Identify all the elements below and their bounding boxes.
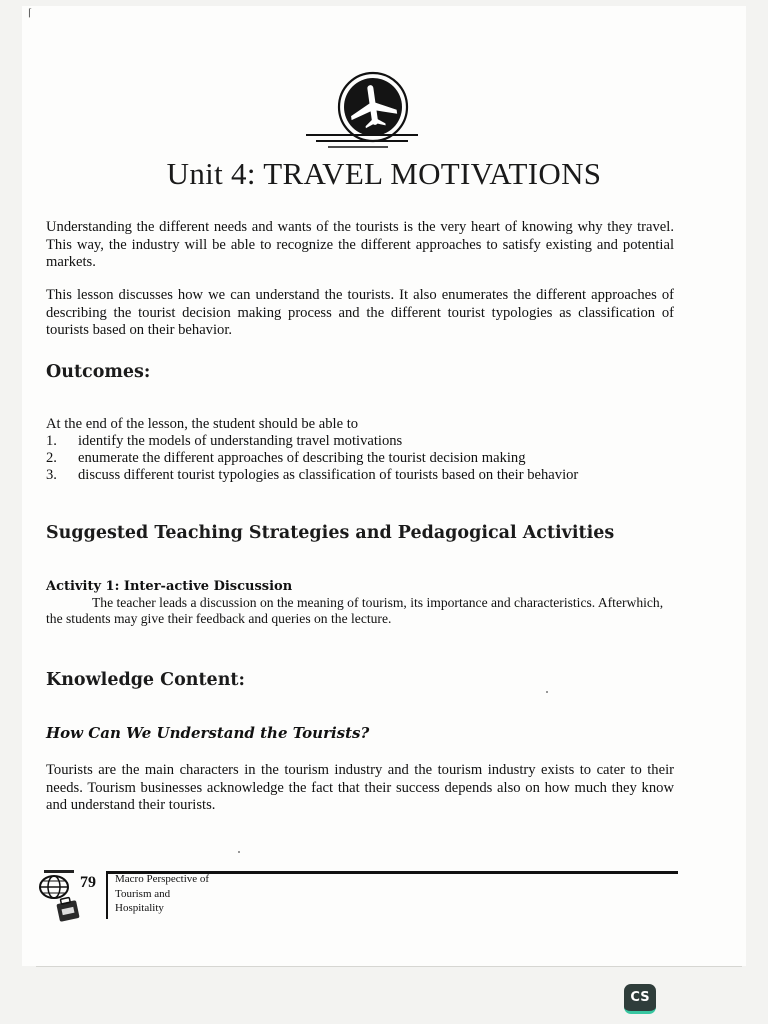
list-item-number: 2. <box>46 450 57 466</box>
scan-speck <box>546 691 548 693</box>
camscanner-badge[interactable]: CS <box>624 984 656 1014</box>
footer-book-title <box>115 872 209 916</box>
footer-title-line: Macro Perspective of <box>115 873 210 885</box>
footer-title-line: Tourism and <box>115 887 171 900</box>
outcomes-heading: Outcomes: <box>46 362 151 382</box>
corner-mark: ⌈ <box>28 8 32 19</box>
knowledge-heading: Knowledge Content: <box>46 670 245 690</box>
outcomes-intro: At the end of the lesson, the student should be able to <box>46 416 359 432</box>
list-item-text: identify the models of understanding travel motivations <box>78 433 403 449</box>
scan-speck <box>238 851 240 853</box>
list-item-number: 3. <box>46 467 57 483</box>
knowledge-paragraph: Tourists are the main characters in the tourism industry and the tourism industry exists to cater to their needs. Tourism businesses acknowledge the fact that their success depends also on how much they know and understand their tourists. <box>46 762 674 813</box>
list-item-text: discuss different tourist typologies as classification of tourists based on their behavior <box>78 467 579 483</box>
strategies-heading: Suggested Teaching Strategies and Pedagogical Activities <box>46 523 615 543</box>
footer-divider <box>106 873 108 919</box>
list-item-text: enumerate the different approaches of describing the tourist decision making <box>78 450 526 466</box>
footer-title-line: Hospitality <box>115 902 164 914</box>
knowledge-subheading: How Can We Understand the Tourists? <box>46 724 370 742</box>
page-number: 79 <box>80 874 96 891</box>
page-edge <box>36 966 742 967</box>
intro-paragraph-1: Understanding the different needs and wants of the tourists is the very heart of knowing why they travel. This way, the industry will be able to recognize the different approaches to satisfy existing and potential markets. <box>46 219 674 270</box>
activity-title: Activity 1: Inter-active Discussion <box>46 579 293 594</box>
airplane-icon <box>302 68 422 158</box>
intro-paragraph-2: This lesson discusses how we can understand the tourists. It also enumerates the different approaches of describing the tourist decision making process and the different tourist typologies as classification of tourists based on their behavior. <box>46 287 674 338</box>
activity-description: The teacher leads a discussion on the meaning of tourism, its importance and characteristics. Afterwhich, the students may give their feedback and queries on the lecture. <box>46 595 664 626</box>
list-item <box>46 433 666 450</box>
list-item-number: 1. <box>46 433 57 449</box>
list-item <box>46 450 666 467</box>
page-title: Unit 4: TRAVEL MOTIVATIONS <box>166 156 602 191</box>
outcomes-list <box>46 433 666 484</box>
list-item <box>46 467 666 484</box>
globe-suitcase-icon <box>36 868 86 926</box>
